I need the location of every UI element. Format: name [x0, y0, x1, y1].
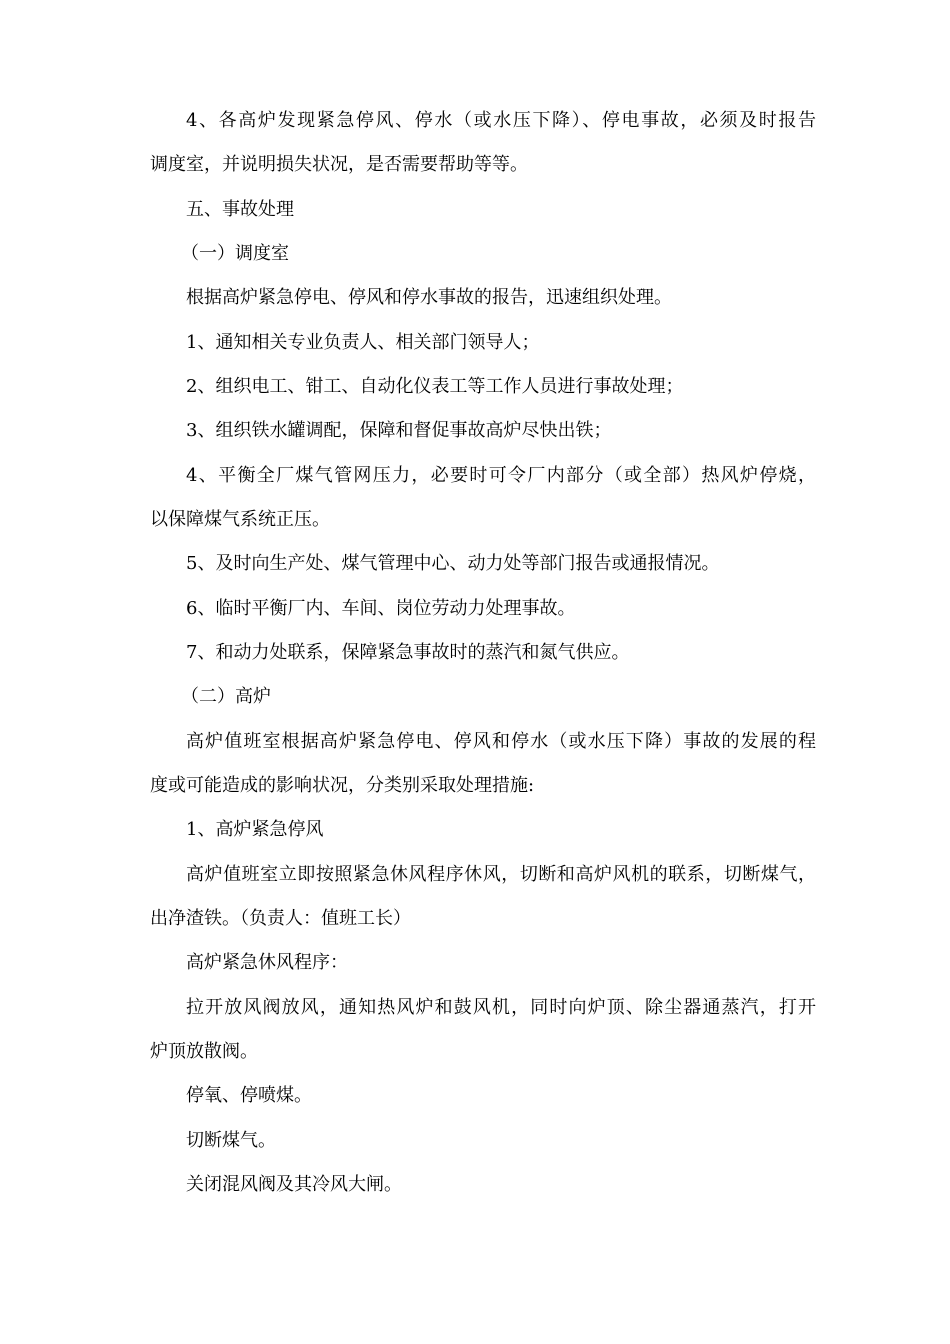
section-heading: 五、事故处理 — [186, 199, 294, 220]
paragraph-line-16: 度或可能造成的影响状况，分类别采取处理措施: — [150, 775, 535, 796]
list-item-7: 7、和动力处联系，保障紧急事故时的蒸汽和氮气供应。 — [186, 642, 630, 663]
list-item-2: 2、组织电工、钳工、自动化仪表工等工作人员进行事故处理； — [186, 376, 684, 397]
procedure-heading: 高炉紧急休风程序： — [186, 952, 348, 973]
list-item-4: 4、平衡全厂煤气管网压力，必要时可令厂内部分（或全部）热风炉停烧， — [186, 465, 816, 486]
list-item-1: 1、通知相关专业负责人、相关部门领导人； — [186, 332, 540, 353]
paragraph-line-5: 根据高炉紧急停电、停风和停水事故的报告，迅速组织处理。 — [186, 287, 672, 308]
paragraph-line-2: 调度室，并说明损失状况，是否需要帮助等等。 — [150, 154, 528, 175]
list-item-6: 6、临时平衡厂内、车间、岗位劳动力处理事故。 — [186, 598, 576, 619]
paragraph-line-1: 4、各高炉发现紧急停风、停水（或水压下降）、停电事故，必须及时报告 — [186, 110, 816, 131]
subsection-heading-furnace: （二）高炉 — [181, 686, 271, 707]
procedure-step-3: 切断煤气。 — [186, 1130, 276, 1151]
list-item-4-continued: 以保障煤气系统正压。 — [150, 509, 330, 530]
procedure-step-2: 停氧、停喷煤。 — [186, 1085, 312, 1106]
list-item-3: 3、组织铁水罐调配，保障和督促事故高炉尽快出铁； — [186, 420, 612, 441]
subsection-heading-dispatch: （一）调度室 — [181, 243, 289, 264]
paragraph-line-15: 高炉值班室根据高炉紧急停电、停风和停水（或水压下降）事故的发展的程 — [186, 731, 816, 752]
list-item-5: 5、及时向生产处、煤气管理中心、动力处等部门报告或通报情况。 — [186, 553, 720, 574]
procedure-step-4: 关闭混风阀及其冷风大闸。 — [186, 1174, 402, 1195]
paragraph-line-19: 出净渣铁。（负责人：值班工长） — [150, 908, 411, 929]
paragraph-line-18: 高炉值班室立即按照紧急休风程序休风，切断和高炉风机的联系，切断煤气， — [186, 864, 816, 885]
list-item-furnace-1: 1、高炉紧急停风 — [186, 819, 324, 840]
procedure-step-1-continued: 炉顶放散阀。 — [150, 1041, 258, 1062]
procedure-step-1: 拉开放风阀放风，通知热风炉和鼓风机，同时向炉顶、除尘器通蒸汽，打开 — [186, 997, 816, 1018]
